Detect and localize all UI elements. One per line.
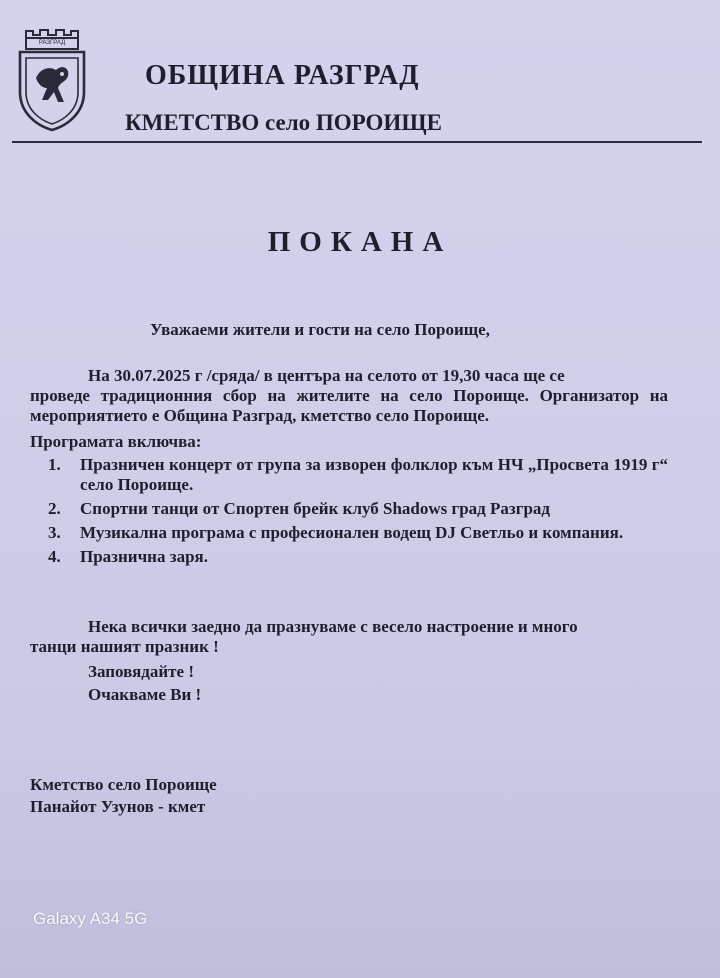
welcome-line: Заповядайте ! [88, 662, 194, 681]
list-item [48, 547, 668, 567]
list-item [48, 523, 668, 543]
list-item-number: 1. [48, 455, 61, 474]
mayoralty-name: КМЕТСТВО село ПОРОИЩЕ [125, 110, 442, 135]
list-item-text: Празнична заря. [80, 547, 208, 566]
closing-paragraph-first-line: Нека всички заедно да празнуваме с весело настроение и много [88, 617, 578, 636]
list-item-number: 3. [48, 523, 61, 542]
header-divider [12, 141, 702, 143]
crest-ribbon-text: РАЗГРАД [38, 40, 66, 46]
list-item-number: 4. [48, 547, 61, 566]
list-item-text: Празничен концерт от група за изворен фолклор към НЧ „Просвета 1919 г“ село Пороище. [80, 455, 668, 494]
signature-office: Кметство село Пороище [30, 775, 217, 794]
event-paragraph [30, 366, 668, 426]
event-paragraph-first-line: На 30.07.2025 г /сряда/ в центъра на селото от 19,30 часа ще се [88, 366, 565, 385]
closing-paragraph-rest: танци нашият празник ! [30, 637, 219, 656]
closing-paragraph [30, 617, 668, 657]
document-title: ПОКАНА [267, 226, 453, 258]
list-item-number: 2. [48, 499, 61, 518]
list-item-text: Спортни танци от Спортен брейк клуб Shadows град Разград [80, 499, 551, 518]
await-line: Очакваме Ви ! [88, 685, 202, 704]
list-item [48, 455, 668, 495]
camera-watermark: Galaxy A34 5G [33, 909, 148, 928]
list-item [48, 499, 668, 519]
signature-mayor: Панайот Узунов - кмет [30, 797, 206, 816]
program-intro: Програмата включва: [30, 432, 202, 451]
municipality-name: ОБЩИНА РАЗГРАД [145, 60, 420, 91]
list-item-text: Музикална програма с професионален водещ DJ Светльо и компания. [80, 523, 624, 542]
greeting: Уважаеми жители и гости на село Пороище, [150, 320, 490, 339]
program-list [48, 455, 668, 571]
event-paragraph-rest: проведе традиционния сбор на жителите на село Пороище. Организатор на мероприятието е Община Разград, кметство село Пороище. [30, 386, 668, 425]
